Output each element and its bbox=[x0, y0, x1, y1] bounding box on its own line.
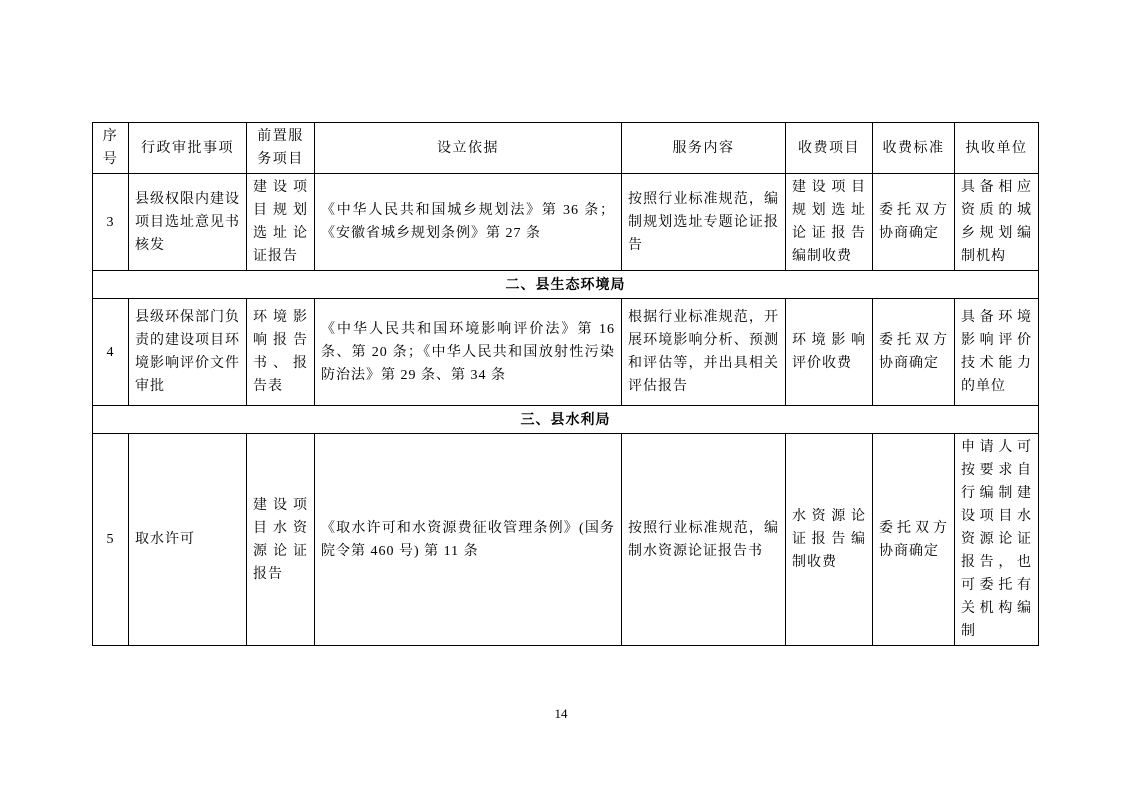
col-header-collecting-unit: 执收单位 bbox=[955, 123, 1039, 174]
cell-fee-item: 建设项目规划选址论证报告编制收费 bbox=[786, 174, 873, 271]
cell-collecting-unit: 申请人可按要求自行编制建设项目水资源论证报告，也可委托有关机构编制 bbox=[955, 434, 1039, 646]
cell-collecting-unit: 具备环境影响评价技术能力的单位 bbox=[955, 299, 1039, 406]
col-header-service-content: 服务内容 bbox=[622, 123, 786, 174]
cell-fee-standard: 委托双方协商确定 bbox=[873, 434, 955, 646]
col-header-fee-standard: 收费标准 bbox=[873, 123, 955, 174]
page-number: 14 bbox=[554, 706, 568, 721]
section-header-water-bureau bbox=[93, 406, 1039, 434]
cell-service-content: 根据行业标准规范，开展环境影响分析、预测和评估等，并出具相关评估报告 bbox=[622, 299, 786, 406]
cell-pre-service: 建设项目规划选址论证报告 bbox=[247, 174, 315, 271]
cell-service-content: 按照行业标准规范，编制水资源论证报告书 bbox=[622, 434, 786, 646]
table-header-row bbox=[93, 123, 1039, 174]
cell-fee-item: 水资源论证报告编制收费 bbox=[786, 434, 873, 646]
table-row-3 bbox=[93, 174, 1039, 271]
section-header-water-bureau-label: 三、县水利局 bbox=[93, 406, 1039, 434]
table-row-4 bbox=[93, 299, 1039, 406]
section-header-env-bureau bbox=[93, 271, 1039, 299]
cell-approval-item: 县级环保部门负责的建设项目环境影响评价文件审批 bbox=[129, 299, 247, 406]
col-header-fee-item: 收费项目 bbox=[786, 123, 873, 174]
cell-fee-standard: 委托双方协商确定 bbox=[873, 174, 955, 271]
cell-pre-service: 建设项目水资源论证报告 bbox=[247, 434, 315, 646]
table-row-5 bbox=[93, 434, 1039, 646]
col-header-pre-service: 前置服务项目 bbox=[247, 123, 315, 174]
cell-basis: 《中华人民共和国环境影响评价法》第 16 条、第 20 条；《中华人民共和国放射性污染防治法》第 29 条、第 34 条 bbox=[315, 299, 622, 406]
col-header-seq-number: 序号 bbox=[93, 123, 129, 174]
cell-basis: 《取水许可和水资源费征收管理条例》(国务院令第 460 号) 第 11 条 bbox=[315, 434, 622, 646]
cell-seq-number: 3 bbox=[93, 174, 129, 271]
cell-fee-item: 环境影响评价收费 bbox=[786, 299, 873, 406]
cell-service-content: 按照行业标准规范，编制规划选址专题论证报告 bbox=[622, 174, 786, 271]
cell-seq-number: 5 bbox=[93, 434, 129, 646]
cell-approval-item: 县级权限内建设项目选址意见书核发 bbox=[129, 174, 247, 271]
col-header-approval-item: 行政审批事项 bbox=[129, 123, 247, 174]
col-header-basis: 设立依据 bbox=[315, 123, 622, 174]
approval-services-table bbox=[92, 122, 1039, 646]
cell-seq-number: 4 bbox=[93, 299, 129, 406]
cell-basis: 《中华人民共和国城乡规划法》第 36 条；《安徽省城乡规划条例》第 27 条 bbox=[315, 174, 622, 271]
cell-pre-service: 环境影响报告书、报告表 bbox=[247, 299, 315, 406]
cell-fee-standard: 委托双方协商确定 bbox=[873, 299, 955, 406]
cell-approval-item: 取水许可 bbox=[129, 434, 247, 646]
cell-collecting-unit: 具备相应资质的城乡规划编制机构 bbox=[955, 174, 1039, 271]
section-header-env-bureau-label: 二、县生态环境局 bbox=[93, 271, 1039, 299]
